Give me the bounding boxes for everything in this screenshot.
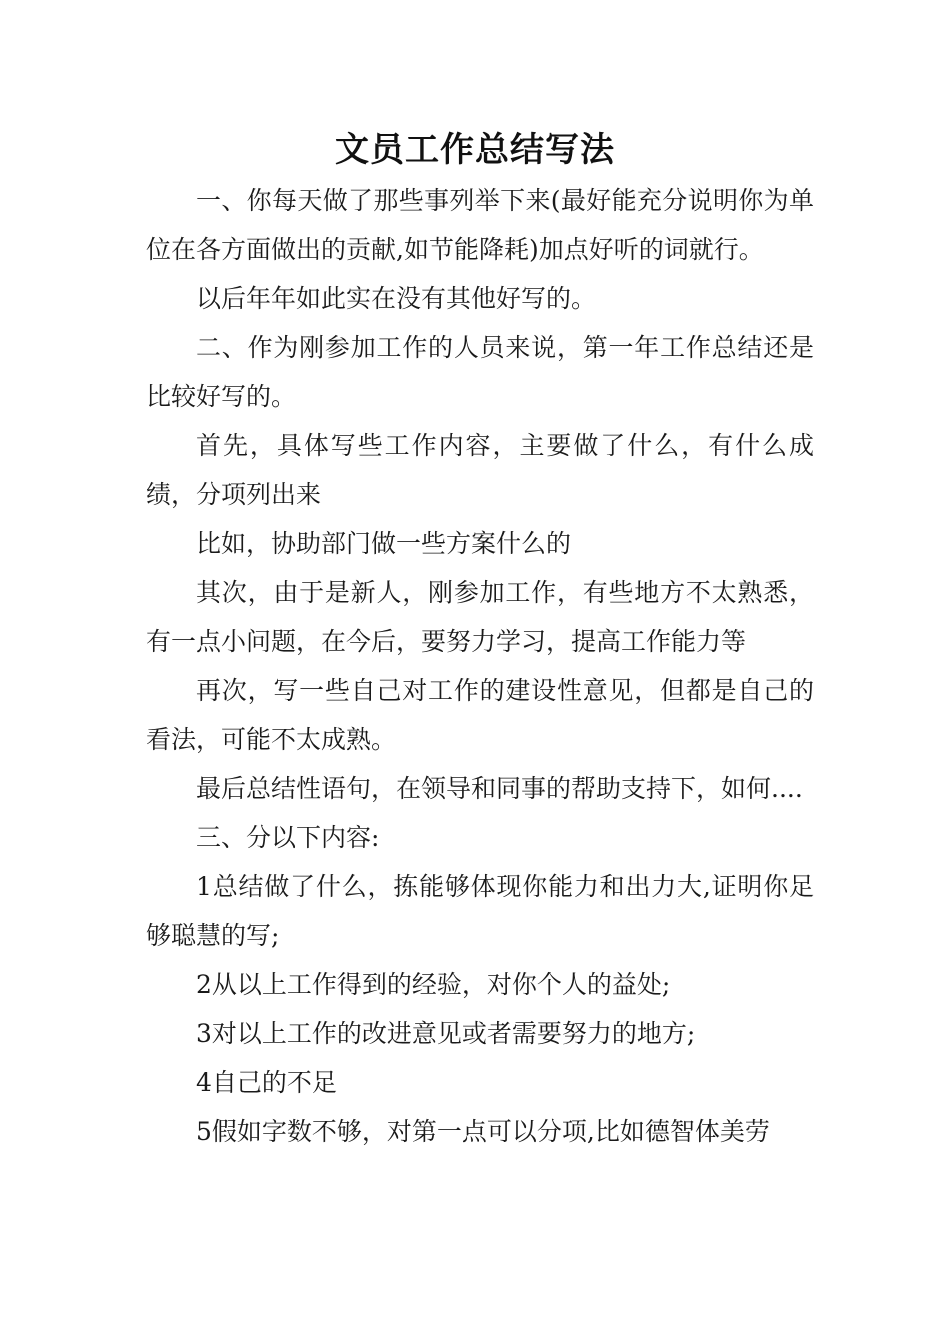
paragraph-14: 5假如字数不够，对第一点可以分项,比如德智体美劳 — [196, 1117, 770, 1146]
paragraph-12: 3对以上工作的改进意见或者需要努力的地方; — [196, 1019, 696, 1048]
paragraph-10: 1总结做了什么，拣能够体现你能力和出力大,证明你足够聪慧的写; — [146, 872, 814, 950]
document-title: 文员工作总结写法 — [335, 130, 615, 170]
paragraph-5: 比如，协助部门做一些方案什么的 — [196, 529, 572, 558]
paragraph-11: 2从以上工作得到的经验，对你个人的益处; — [196, 970, 671, 999]
paragraph-13: 4自己的不足 — [196, 1068, 337, 1097]
paragraph-7: 再次，写一些自己对工作的建设性意见，但都是自己的看法，可能不太成熟。 — [146, 676, 814, 754]
paragraph-6: 其次，由于是新人，刚参加工作，有些地方不太熟悉，有一点小问题，在今后，要努力学习，提高工作能力等 — [146, 578, 814, 656]
paragraph-4: 首先，具体写些工作内容，主要做了什么，有什么成绩，分项列出来 — [146, 431, 814, 509]
document-body — [146, 176, 814, 1156]
paragraph-1: 一、你每天做了那些事列举下来(最好能充分说明你为单位在各方面做出的贡献,如节能降耗)加点好听的词就行。 — [146, 186, 814, 264]
paragraph-3: 二、作为刚参加工作的人员来说，第一年工作总结还是比较好写的。 — [146, 333, 814, 411]
paragraph-2: 以后年年如此实在没有其他好写的。 — [196, 284, 597, 313]
paragraph-8: 最后总结性语句，在领导和同事的帮助支持下，如何.... — [196, 774, 803, 803]
paragraph-9: 三、分以下内容: — [196, 823, 380, 852]
